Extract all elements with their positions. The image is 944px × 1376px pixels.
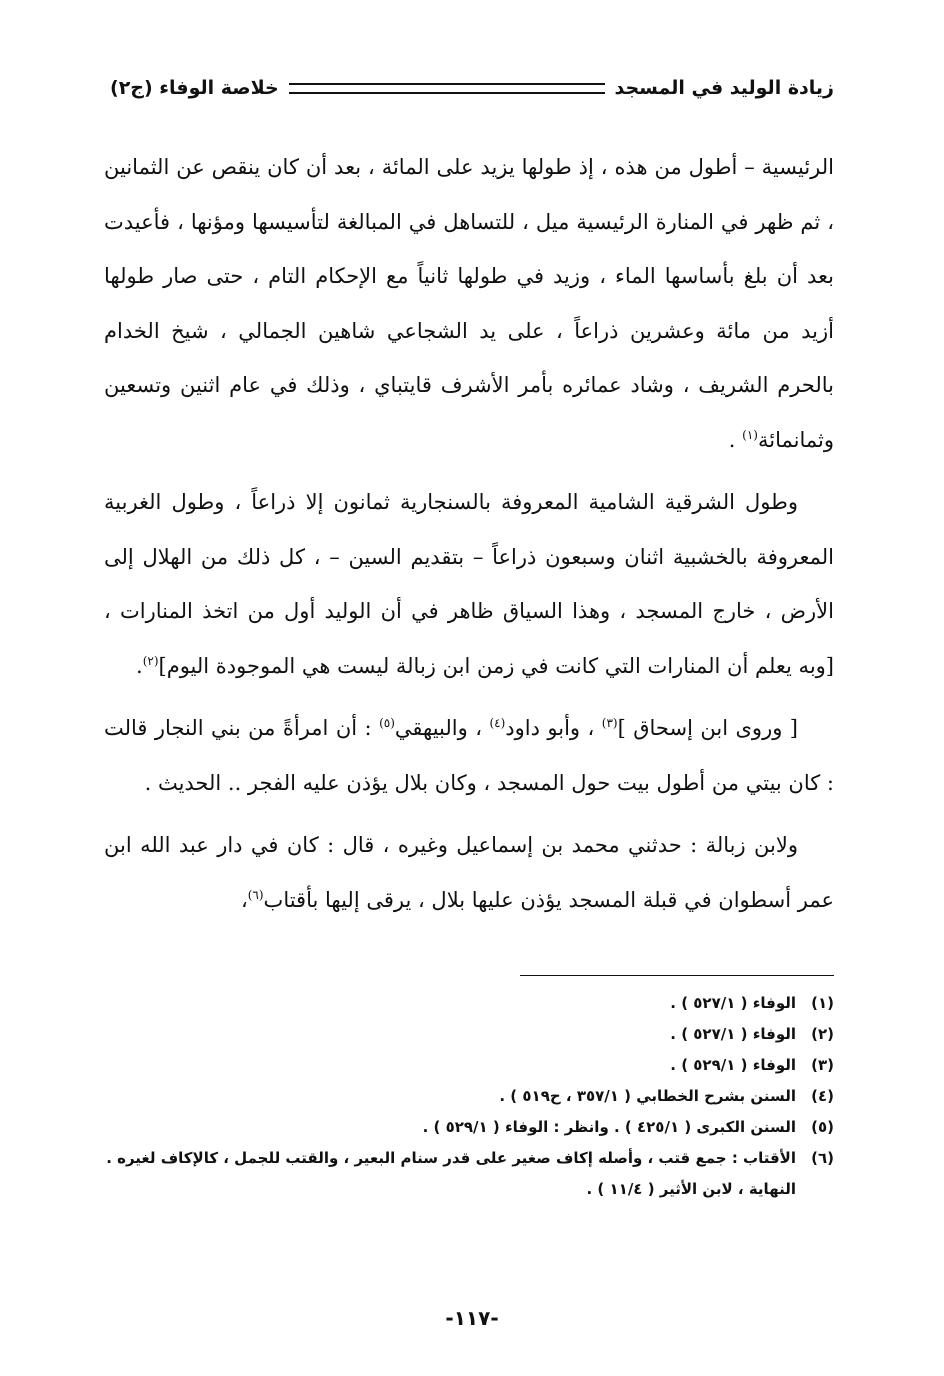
paragraph-2-text: وطول الشرقية الشامية المعروفة بالسنجارية ثمانون إلا ذراعاً ، وطول الغربية المعروفة بالخشبية اثنان وسبعون ذراعاً – بتقديم السين – ، كل ذلك من الهلال إلى الأرض ، خارج المسجد ، وهذا السياق ظاهر في أن الوليد أول من اتخذ المنارات ، [وبه يعلم أن المنارات التي كانت في زمن ابن زبالة ليست هي الموجودة اليوم]: [104, 490, 834, 678]
chapter-title: زيادة الوليد في المسجد: [614, 77, 834, 99]
footnote-1-text: الوفاء ( ٥٢٧/١ ) .: [670, 994, 796, 1012]
page-number: -١١٧-: [445, 1306, 499, 1330]
paragraph-1: [104, 140, 834, 467]
footnote-6-text: الأقتاب : جمع قتب ، وأصله إكاف صغير على قدر سنام البعير ، والقتب للجمل ، كالإكاف لغيره . النهاية ، لابن الأثير ( ١١/٤ ) .: [106, 1149, 796, 1198]
paragraph-1-text: الرئيسية – أطول من هذه ، إذ طولها يزيد على المائة ، بعد أن كان ينقص عن الثمانين ، ثم ظهر في المنارة الرئيسية ميل ، للتساهل في المبالغة لتأسيسها ومؤنها ، فأعيدت بعد أن بلغ بأساسها الماء ، وزيد في طولها ثانياً مع الإحكام التام ، حتى صار طولها أزيد من مائة وعشرين ذراعاً ، على يد الشجاعي شاهين الجمالي ، شيخ الخدام بالحرم الشريف ، وشاد عمائره بأمر الأشرف قايتباي ، وذلك في عام اثنين وتسعين وثمانمائة: [104, 155, 834, 452]
footnote-ref-3[interactable]: (٣): [601, 716, 618, 730]
paragraph-4-text: ولابن زبالة : حدثني محمد بن إسماعيل وغيره ، قال : كان في دار عبد الله ابن عمر أسطوان في قبلة المسجد يؤذن عليها بلال ، يرقى إليها بأقتاب: [104, 833, 834, 912]
paragraph-4: [104, 818, 834, 927]
paragraph-3-part3: ، والبيهقي: [394, 716, 490, 740]
paragraph-3-part4: : أن امرأةً من بني النجار قالت : كان بيتي من أطول بيت حول المسجد ، وكان بلال يؤذن عليه الفجر .. الحديث .: [104, 716, 834, 795]
paragraph-4-tail: ،: [240, 887, 248, 912]
footnote-ref-5[interactable]: (٥): [379, 716, 395, 730]
footnote-2-text: الوفاء ( ٥٢٧/١ ) .: [670, 1025, 796, 1043]
book-title: خلاصة الوفاء (ج٢): [110, 77, 279, 99]
footnote-ref-1[interactable]: (١): [742, 427, 758, 442]
footnote-ref-4[interactable]: (٤): [489, 716, 506, 730]
footnote-1: [104, 988, 834, 1019]
footnote-4-number: (٤): [811, 1087, 834, 1105]
paragraph-3-part1: [ وروى ابن إسحاق ]: [617, 716, 799, 740]
main-text: [104, 140, 834, 935]
footnote-4: [104, 1081, 834, 1112]
footnote-1-number: (١): [811, 994, 834, 1012]
paragraph-3-part2: ، وأبو داود: [505, 716, 602, 740]
footnote-2: [104, 1019, 834, 1050]
paragraph-3: [104, 701, 834, 810]
footnote-2-number: (٢): [811, 1025, 834, 1043]
header-double-rule: [289, 83, 605, 94]
footnote-3-number: (٣): [811, 1056, 834, 1074]
footnote-5: [104, 1112, 834, 1143]
running-header: [110, 70, 834, 106]
footnote-3: [104, 1050, 834, 1081]
footnote-6-number: (٦): [811, 1149, 834, 1167]
footnotes: [104, 988, 834, 1205]
footnote-6: [104, 1143, 834, 1205]
paragraph-1-tail: .: [728, 427, 743, 452]
footnote-ref-2[interactable]: (٢): [142, 653, 159, 668]
footnote-4-text: السنن بشرح الخطابي ( ٣٥٧/١ ، ح٥١٩ ) .: [499, 1087, 796, 1105]
paragraph-2: [104, 475, 834, 693]
footnote-5-text: السنن الكبرى ( ٤٢٥/١ ) . وانظر : الوفاء ( ٥٢٩/١ ) .: [422, 1118, 796, 1136]
footnote-5-number: (٥): [811, 1118, 834, 1136]
paragraph-2-tail: .: [136, 653, 143, 678]
footnote-3-text: الوفاء ( ٥٢٩/١ ) .: [670, 1056, 796, 1074]
footnote-ref-6[interactable]: (٦): [247, 887, 264, 902]
footnote-separator: [520, 975, 834, 976]
